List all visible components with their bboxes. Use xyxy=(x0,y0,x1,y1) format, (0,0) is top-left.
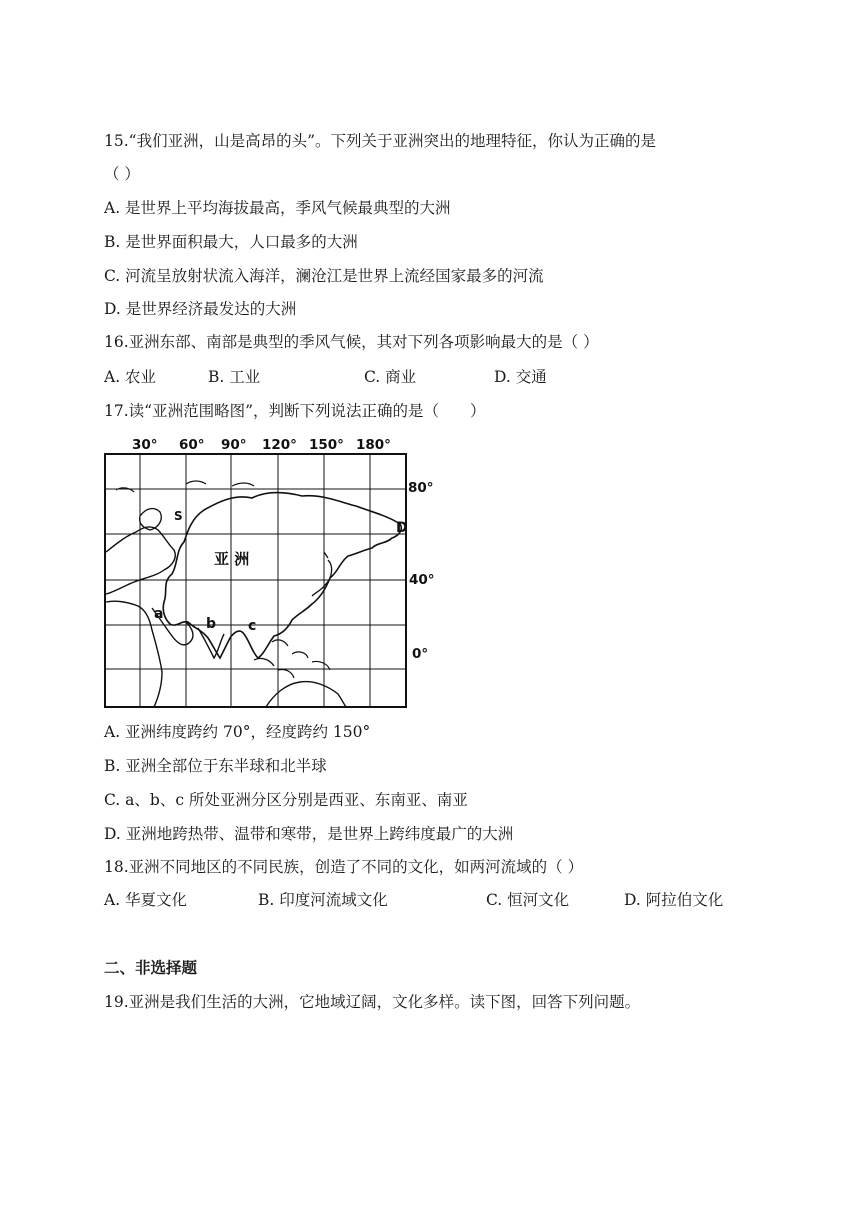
lon-label-180: 180° xyxy=(356,437,391,453)
q15-option-d: D. 是世界经济最发达的大洲 xyxy=(104,300,297,318)
q15-option-a: A. 是世界上平均海拔最高，季风气候最典型的大洲 xyxy=(104,199,451,217)
q15-paren: （ ） xyxy=(104,165,140,183)
q18-stem: 18.亚洲不同地区的不同民族，创造了不同的文化，如两河流域的（ ） xyxy=(104,858,584,876)
lon-label-120: 120° xyxy=(262,437,297,453)
lat-label-0: 0° xyxy=(412,646,429,662)
q16-option-b: B. 工业 xyxy=(208,368,261,386)
marker-b: b xyxy=(206,616,217,632)
q15-option-c: C. 河流呈放射状流入海洋，澜沧江是世界上流经国家最多的河流 xyxy=(104,267,544,285)
q16-option-d: D. 交通 xyxy=(494,368,547,386)
q18-option-a: A. 华夏文化 xyxy=(104,891,188,909)
q17-option-a: A. 亚洲纬度跨约 70°，经度跨约 150° xyxy=(104,723,371,741)
q17-option-d: D. 亚洲地跨热带、温带和寒带，是世界上跨纬度最广的大洲 xyxy=(104,825,514,843)
q16-stem: 16.亚洲东部、南部是典型的季风气候，其对下列各项影响最大的是（ ） xyxy=(104,333,599,351)
europe-outline xyxy=(106,527,175,594)
lat-label-80: 80° xyxy=(408,480,434,496)
marker-d: D xyxy=(396,520,408,536)
q16-option-a: A. 农业 xyxy=(104,368,157,386)
q17-option-c: C. a、b、c 所处亚洲分区分别是西亚、东南亚、南亚 xyxy=(104,791,468,809)
southeast-asia-islands xyxy=(254,640,330,678)
q16-option-c: C. 商业 xyxy=(364,368,417,386)
continent-label: 亚 洲 xyxy=(214,550,250,568)
graticule xyxy=(105,454,406,707)
lon-label-150: 150° xyxy=(309,437,344,453)
arctic-islands xyxy=(116,481,254,492)
japan-islands xyxy=(312,552,332,596)
q18-option-d: D. 阿拉伯文化 xyxy=(624,891,724,909)
lon-label-30: 30° xyxy=(132,437,158,453)
q15-stem: 15.“我们亚洲，山是高昂的头”。下列关于亚洲突出的地理特征，你认为正确的是 xyxy=(104,132,657,150)
lat-label-40: 40° xyxy=(409,572,435,588)
marker-s: S xyxy=(174,509,183,523)
q19-stem: 19.亚洲是我们生活的大洲，它地域辽阔，文化多样。读下图，回答下列问题。 xyxy=(104,993,641,1011)
lon-label-90: 90° xyxy=(221,437,247,453)
q18-option-b: B. 印度河流域文化 xyxy=(258,891,388,909)
marker-a: a xyxy=(154,606,164,622)
q17-option-b: B. 亚洲全部位于东半球和北半球 xyxy=(104,757,327,775)
q17-stem: 17.读“亚洲范围略图”，判断下列说法正确的是（ ） xyxy=(104,402,486,420)
q18-option-c: C. 恒河文化 xyxy=(486,891,570,909)
asia-range-map xyxy=(102,432,442,712)
section-heading: 二、非选择题 xyxy=(104,959,198,977)
asia-landmass xyxy=(163,493,401,659)
marker-c: c xyxy=(248,618,257,634)
lon-label-60: 60° xyxy=(179,437,205,453)
q15-option-b: B. 是世界面积最大，人口最多的大洲 xyxy=(104,233,358,251)
